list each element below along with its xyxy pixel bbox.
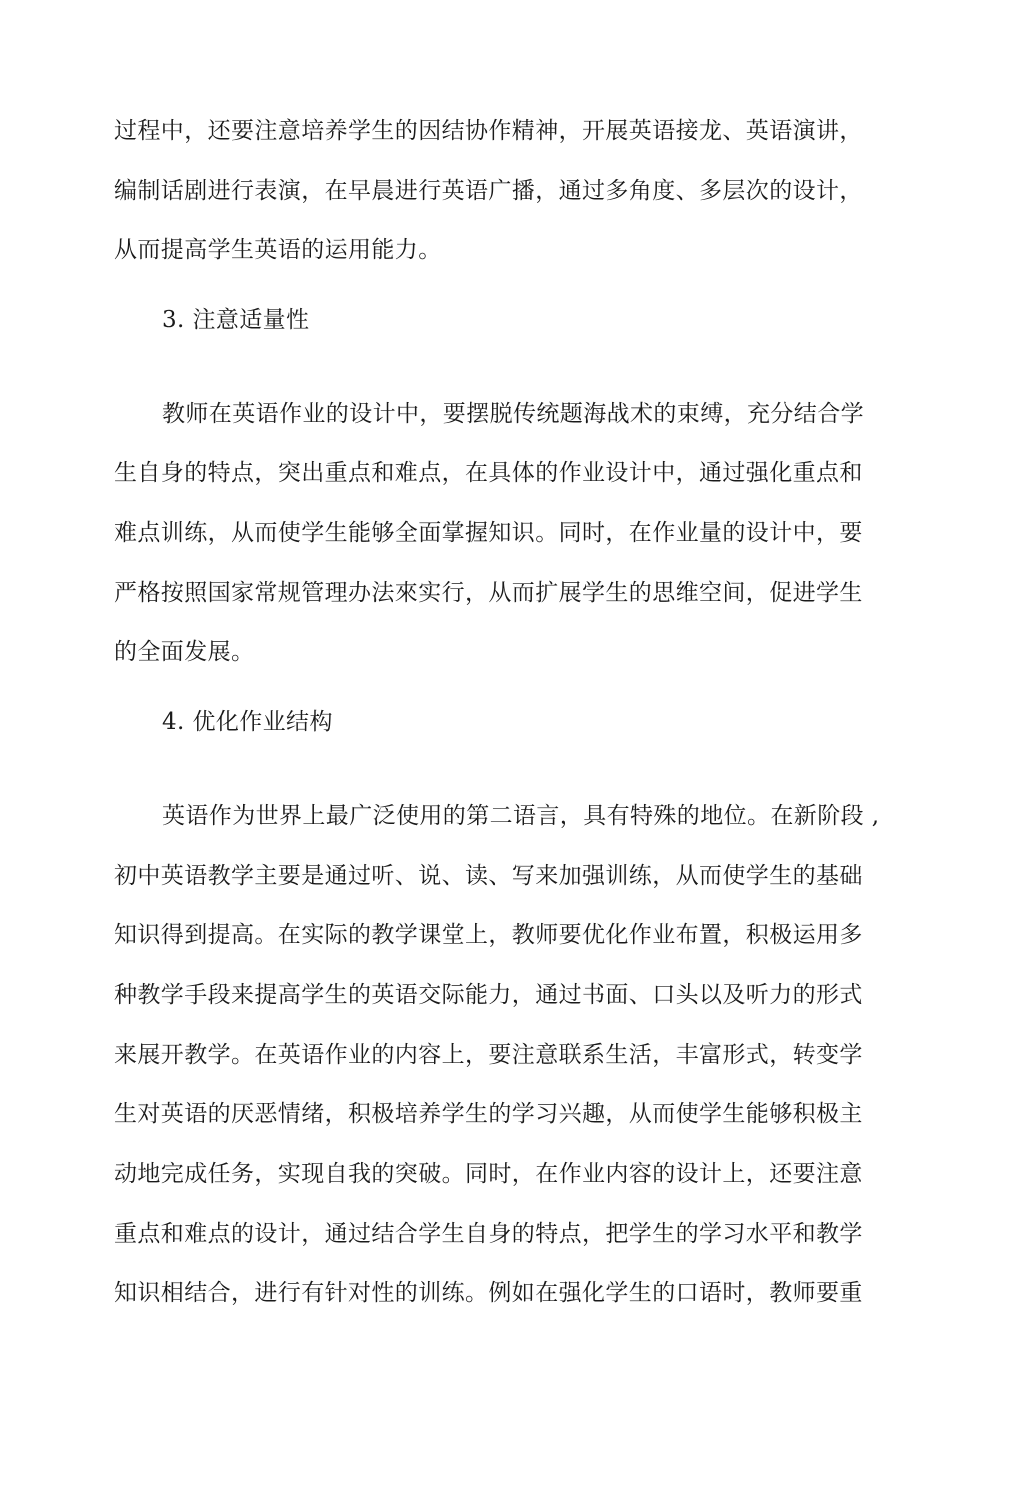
section-heading-3: 3. 注意适量性: [162, 307, 310, 333]
paragraph-line: 种教学手段来提高学生的英语交际能力，通过书面、口头以及听力的形式: [114, 982, 863, 1008]
section-heading-4: 4. 优化作业结构: [162, 709, 333, 735]
paragraph-line: 知识得到提高。在实际的教学课堂上，教师要优化作业布置，积极运用多: [114, 922, 863, 948]
paragraph-line: 从而提高学生英语的运用能力。: [114, 237, 442, 263]
paragraph-line: 过程中，还要注意培养学生的因结协作精神，开展英语接龙、英语演讲，: [114, 118, 863, 144]
paragraph-line: 重点和难点的设计，通过结合学生自身的特点，把学生的学习水平和教学: [114, 1221, 863, 1247]
paragraph-line: 来展开教学。在英语作业的内容上，要注意联系生活，丰富形式，转变学: [114, 1042, 863, 1068]
paragraph-line: 编制话剧进行表演，在早晨进行英语广播，通过多角度、多层次的设计，: [114, 178, 863, 204]
paragraph-line: 教师在英语作业的设计中，要摆脱传统题海战术的束缚，充分结合学: [162, 401, 864, 427]
paragraph-line: 知识相结合，进行有针对性的训练。例如在强化学生的口语时，教师要重: [114, 1280, 863, 1306]
paragraph-line: 生自身的特点，突出重点和难点，在具体的作业设计中，通过强化重点和: [114, 460, 863, 486]
paragraph-line: 英语作为世界上最广泛使用的第二语言，具有特殊的地位。在新阶段 ,: [162, 803, 880, 829]
paragraph-line: 初中英语教学主要是通过听、说、读、写来加强训练，从而使学生的基础: [114, 863, 863, 889]
paragraph-line: 严格按照国家常规管理办法來实行，从而扩展学生的思维空间，促进学生: [114, 580, 863, 606]
paragraph-line: 动地完成任务，实现自我的突破。同时，在作业内容的设计上，还要注意: [114, 1161, 863, 1187]
paragraph-line: 生对英语的厌恶情绪，积极培养学生的学习兴趣，从而使学生能够积极主: [114, 1101, 863, 1127]
paragraph-line: 难点训练，从而使学生能够全面掌握知识。同时，在作业量的设计中，要: [114, 520, 863, 546]
paragraph-line: 的全面发展。: [114, 639, 255, 665]
